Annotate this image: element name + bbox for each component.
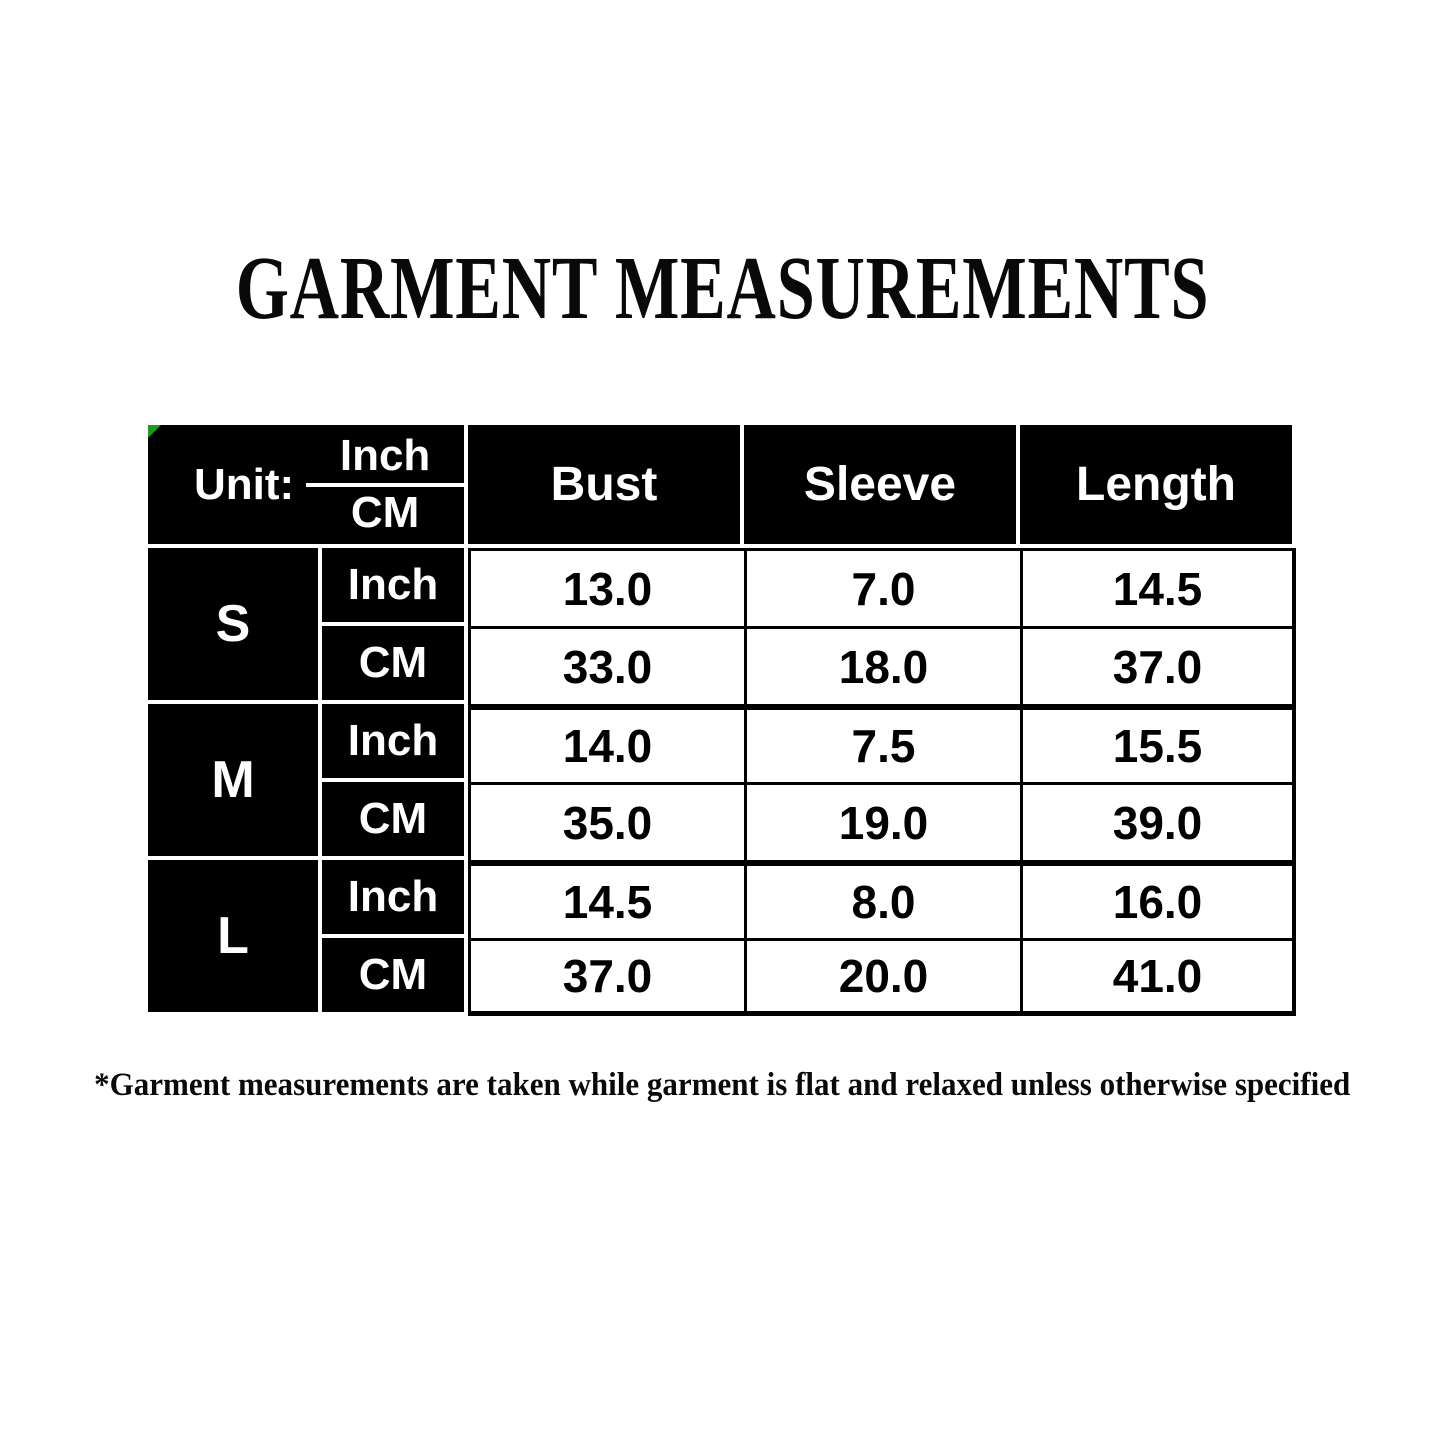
unit-row-label-l-inch: Inch [322,860,468,938]
measurement-cell-m-cm-bust: 35.0 [468,782,744,860]
measurement-cell-m-cm-sleeve: 19.0 [744,782,1020,860]
footnote: *Garment measurements are taken while garment is flat and relaxed unless otherwise specified [94,1067,1351,1103]
size-cell-l: L [148,860,322,1016]
measurement-cell-m-inch-bust: 14.0 [468,704,744,782]
unit-row-label-l-cm: CM [322,938,468,1016]
measurement-cell-l-inch-sleeve: 8.0 [744,860,1020,938]
measurement-cell-s-inch-bust: 13.0 [468,548,744,626]
unit-fraction-inch: Inch [339,431,431,481]
footnote-row [0,1066,1445,1106]
measurement-cell-s-cm-sleeve: 18.0 [744,626,1020,704]
unit-fraction [306,433,464,535]
measurement-cell-m-cm-length: 39.0 [1020,782,1296,860]
measurement-cell-l-cm-bust: 37.0 [468,938,744,1016]
size-cell-m: M [148,704,322,860]
measurement-cell-m-inch-sleeve: 7.5 [744,704,1020,782]
measurement-cell-l-cm-sleeve: 20.0 [744,938,1020,1016]
column-header-bust: Bust [468,425,744,548]
unit-row-label-s-cm: CM [322,626,468,704]
unit-header-cell [148,425,468,548]
column-header-sleeve: Sleeve [744,425,1020,548]
measurement-cell-l-cm-length: 41.0 [1020,938,1296,1016]
unit-row-label-m-cm: CM [322,782,468,860]
unit-row-label-s-inch: Inch [322,548,468,626]
measurement-cell-s-cm-length: 37.0 [1020,626,1296,704]
green-corner-marker-icon [148,425,161,438]
size-table [148,425,1296,1016]
measurement-cell-s-cm-bust: 33.0 [468,626,744,704]
measurement-cell-s-inch-length: 14.5 [1020,548,1296,626]
measurement-cell-l-inch-length: 16.0 [1020,860,1296,938]
unit-label: Unit: [194,459,295,509]
measurement-cell-m-inch-length: 15.5 [1020,704,1296,782]
size-cell-s: S [148,548,322,704]
page-title: GARMENT MEASUREMENTS [235,239,1210,338]
unit-fraction-cm: CM [350,487,420,537]
measurement-cell-s-inch-sleeve: 7.0 [744,548,1020,626]
fraction-divider-line [306,483,464,487]
measurement-cell-l-inch-bust: 14.5 [468,860,744,938]
column-header-length: Length [1020,425,1296,548]
unit-row-label-m-inch: Inch [322,704,468,782]
page-title-row [0,239,1445,338]
